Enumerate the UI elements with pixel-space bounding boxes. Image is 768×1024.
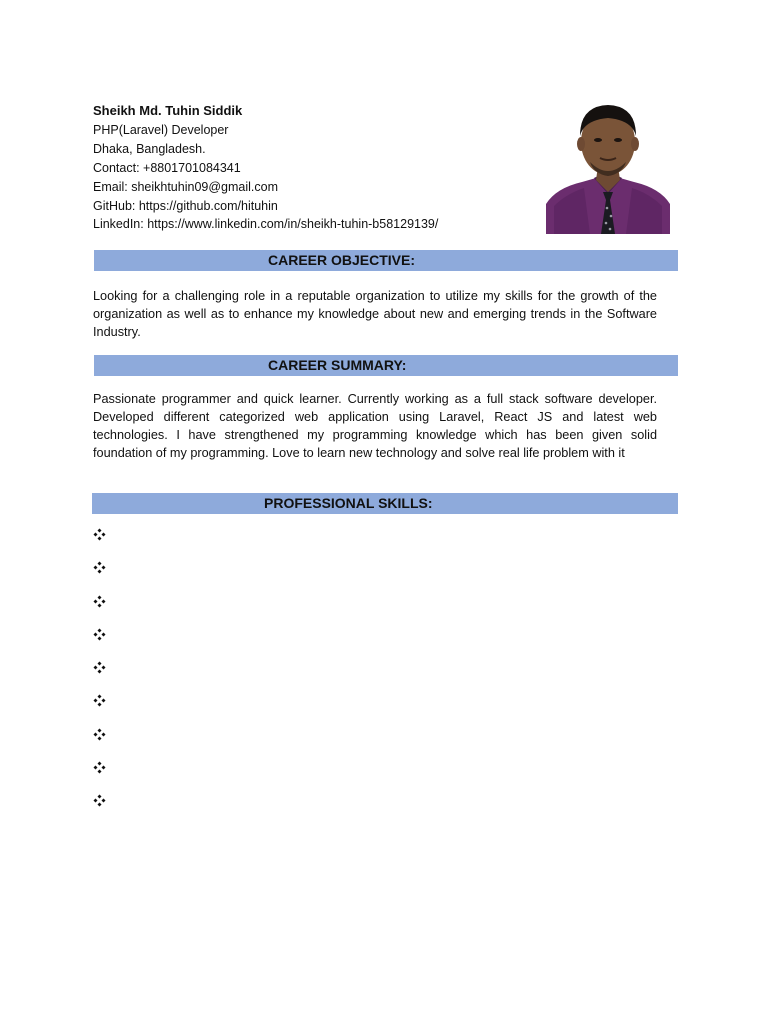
person-name: Sheikh Md. Tuhin Siddik — [93, 103, 243, 118]
diamond-bullet-icon — [93, 595, 106, 608]
skill-item — [93, 757, 653, 790]
skill-item — [93, 591, 653, 624]
contact-header — [93, 102, 523, 234]
professional-skills-heading-band — [92, 493, 678, 514]
diamond-bullet-icon — [93, 628, 106, 641]
skill-item — [93, 624, 653, 657]
diamond-bullet-icon — [93, 728, 106, 741]
diamond-bullet-icon — [93, 694, 106, 707]
linkedin-link[interactable]: LinkedIn: https://www.linkedin.com/in/sheikh-tuhin-b58129139/ — [93, 217, 439, 232]
diamond-bullet-icon — [93, 561, 106, 574]
skill-item — [93, 524, 653, 557]
skill-item — [93, 724, 653, 757]
career-summary-text: Passionate programmer and quick learner. Currently working as a full stack software developer. Developed different categorized web application using Laravel, React JS and latest web technologies. I have strengthened my programming knowledge which has been given solid foundation of my programming. Love to learn new technology and solve real life problem with it — [93, 392, 657, 460]
profile-photo-illustration — [546, 96, 670, 234]
skill-item — [93, 557, 653, 590]
skill-item — [93, 690, 653, 723]
skill-item — [93, 790, 653, 823]
github-link[interactable]: GitHub: https://github.com/hituhin — [93, 198, 278, 213]
location: Dhaka, Bangladesh. — [93, 141, 206, 156]
phone-contact: Contact: +8801701084341 — [93, 160, 241, 175]
career-summary-heading-band — [94, 355, 678, 376]
diamond-bullet-icon — [93, 528, 106, 541]
diamond-bullet-icon — [93, 794, 106, 807]
diamond-bullet-icon — [93, 761, 106, 774]
skill-item — [93, 657, 653, 690]
career-objective-heading: CAREER OBJECTIVE: — [268, 252, 416, 268]
job-title: PHP(Laravel) Developer — [93, 122, 229, 137]
skills-list — [93, 524, 653, 824]
email-line: Email: sheikhtuhin09@gmail.com — [93, 179, 278, 194]
profile-photo — [546, 96, 670, 234]
career-objective-text: Looking for a challenging role in a reputable organization to utilize my skills for the growth of the organization as well as to enhance my knowledge about new and emerging trends in the Software Industry. — [93, 289, 657, 339]
professional-skills-heading: PROFESSIONAL SKILLS: — [264, 495, 433, 511]
diamond-bullet-icon — [93, 661, 106, 674]
career-summary-heading: CAREER SUMMARY: — [268, 357, 407, 373]
career-objective-heading-band — [94, 250, 678, 271]
